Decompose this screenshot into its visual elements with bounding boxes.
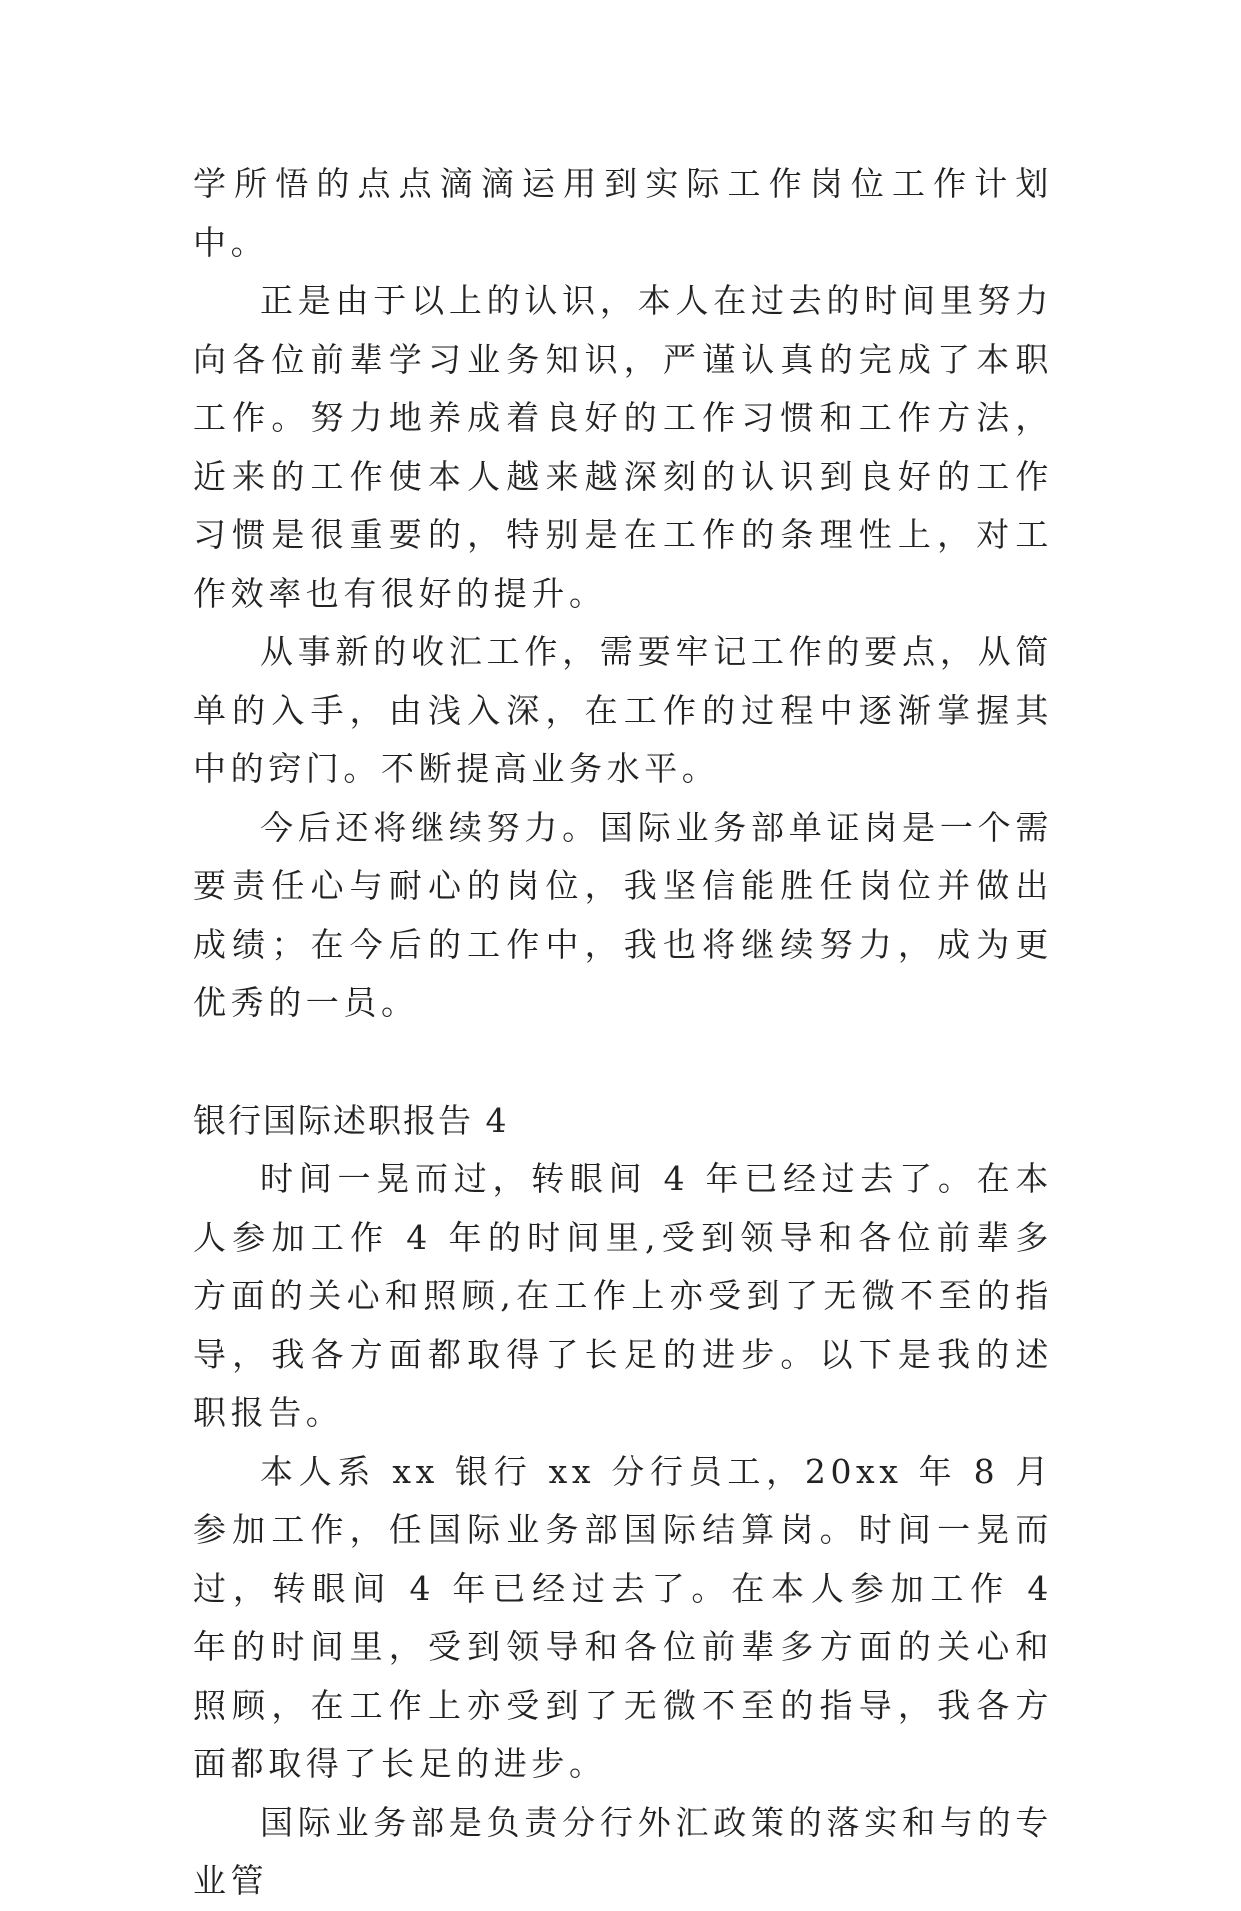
document-body bbox=[193, 155, 1053, 1911]
paragraph-1: 学所悟的点点滴滴运用到实际工作岗位工作计划中。 bbox=[193, 164, 1053, 262]
paragraph-4: 今后还将继续努力。国际业务部单证岗是一个需要责任心与耐心的岗位，我坚信能胜任岗位并做出成绩；在今后的工作中，我也将继续努力，成为更优秀的一员。 bbox=[193, 807, 1053, 1022]
section-heading: 银行国际述职报告 4 bbox=[193, 1100, 509, 1140]
paragraph-3: 从事新的收汇工作，需要牢记工作的要点，从简单的入手，由浅入深，在工作的过程中逐渐掌握其中的窍门。不断提高业务水平。 bbox=[193, 632, 1053, 788]
paragraph-6: 本人系 xx 银行 xx 分行员工，20xx 年 8 月参加工作，任国际业务部国际结算岗。时间一晃而过，转眼间 4 年已经过去了。在本人参加工作 4 年的时间里，受到领导和各位前辈多方面的关心和照顾，在工作上亦受到了无微不至的指导，我各方面都取得了长足的进步。 bbox=[193, 1451, 1053, 1783]
paragraph-5: 时间一晃而过，转眼间 4 年已经过去了。在本人参加工作 4 年的时间里,受到领导和各位前辈多方面的关心和照顾,在工作上亦受到了无微不至的指导，我各方面都取得了长足的进步。以下是我的述职报告。 bbox=[193, 1159, 1053, 1432]
paragraph-7: 国际业务部是负责分行外汇政策的落实和与的专业管 bbox=[193, 1802, 1053, 1900]
paragraph-2: 正是由于以上的认识，本人在过去的时间里努力向各位前辈学习业务知识，严谨认真的完成了本职工作。努力地养成着良好的工作习惯和工作方法，近来的工作使本人越来越深刻的认识到良好的工作习惯是很重要的，特别是在工作的条理性上，对工作效率也有很好的提升。 bbox=[193, 281, 1053, 613]
